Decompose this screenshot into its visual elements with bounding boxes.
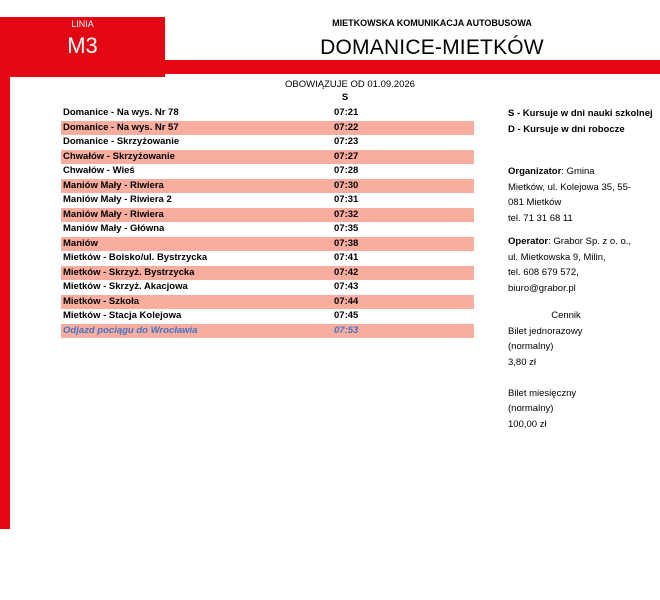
departure-time: 07:27 [334,150,359,162]
table-row [61,106,474,121]
single-ticket-type: (normalny) [508,341,554,352]
departure-time: 07:45 [334,310,359,321]
departure-time: 07:41 [334,252,359,263]
operator-name: : Grabor Sp. z o. o., [548,236,632,247]
table-row [61,121,474,136]
operator-label: Operator [508,236,549,247]
price-list-title: Cennik [551,310,581,321]
stop-name: Maniów Mały - Riwiera [63,208,164,220]
route-title: DOMANICE-MIETKÓW [320,36,544,59]
stop-name: Mietków - Stacja Kolejowa [63,310,182,321]
table-row [61,266,474,281]
legend-item: S - Kursuje w dni nauki szkolnej [508,108,653,119]
table-row [61,251,474,266]
operator-address: ul. Mietkowska 9, Milin, [508,251,606,263]
table-row [61,150,474,165]
stop-name: Maniów [63,237,98,249]
timetable [61,106,474,338]
stop-name: Domanice - Na wys. Nr 78 [63,107,179,118]
departure-time: 07:43 [334,281,359,292]
departure-time: 07:21 [334,107,359,118]
company-name: MIETKOWSKA KOMUNIKACJA AUTOBUSOWA [332,18,532,28]
single-ticket-price: 3,80 zł [508,356,536,368]
table-row [61,280,474,295]
departure-time: 07:44 [334,295,359,307]
stop-name: Chwałów - Wieś [63,165,135,176]
table-row [61,179,474,194]
stop-name: Mietków - Szkoła [63,295,140,307]
departure-time: 07:22 [334,121,359,133]
organizer-label: Organizator [508,166,562,177]
departure-time: 07:23 [334,136,359,147]
stop-name: Mietków - Skrzyż. Akacjowa [63,281,188,292]
price-list [508,308,624,432]
stop-name: Domanice - Skrzyżowanie [63,136,180,147]
operator-phone: tel. 608 679 572, [508,267,579,278]
departure-time: 07:38 [334,237,359,249]
departure-time: 07:28 [334,165,359,176]
stop-name: Maniów Mały - Riwiera [63,179,164,191]
table-row [61,309,474,324]
table-row [61,295,474,310]
line-code: M3 [67,33,98,58]
legend [508,106,653,137]
operator-email: biuro@grabor.pl [508,282,576,294]
operator-line [508,234,631,250]
departure-time: 07:35 [334,223,359,234]
organizer-line [508,164,631,180]
organizer-address-1: Mietków, ul. Kolejowa 35, 55- [508,181,632,193]
monthly-ticket-type: (normalny) [508,403,554,414]
header-bar [165,60,660,74]
stop-name: Chwałów - Skrzyżowanie [63,150,175,162]
valid-from: OBOWIĄZUJE OD 01.09.2026 [285,79,415,90]
departure-time: 07:32 [334,208,359,220]
table-row [61,208,474,223]
line-caption: LINIA [71,19,94,29]
organizer-phone: tel. 71 31 68 11 [508,212,573,224]
train-time: 07:53 [334,324,359,336]
organizer-address-2: 081 Mietków [508,197,562,208]
price-spacer [508,370,624,386]
stop-name: Mietków - Boisko/ul. Bystrzycka [63,252,208,263]
train-label: Odjazd pociągu do Wrocławia [63,324,198,336]
departure-time: 07:30 [334,179,359,191]
table-row [61,164,474,179]
operator-info [508,234,631,296]
single-ticket-label: Bilet jednorazowy [508,325,583,337]
column-header-s: S [341,92,349,103]
train-connection-row [61,324,474,339]
organizer-info [508,164,631,226]
stop-name: Domanice - Na wys. Nr 57 [63,121,179,133]
stop-name: Maniów Mały - Główna [63,223,165,234]
table-row [61,237,474,252]
legend-item: D - Kursuje w dni robocze [508,123,625,135]
monthly-ticket-price: 100,00 zł [508,418,547,430]
table-row [61,222,474,237]
monthly-ticket-label: Bilet miesięczny [508,387,577,399]
left-bar [0,74,10,529]
table-row [61,193,474,208]
departure-time: 07:42 [334,266,359,278]
table-row [61,135,474,150]
organizer-name: : Gmina [561,166,595,177]
departure-time: 07:31 [334,194,359,205]
stop-name: Mietków - Skrzyż. Bystrzycka [63,266,195,278]
stop-name: Maniów Mały - Riwiera 2 [63,194,172,205]
